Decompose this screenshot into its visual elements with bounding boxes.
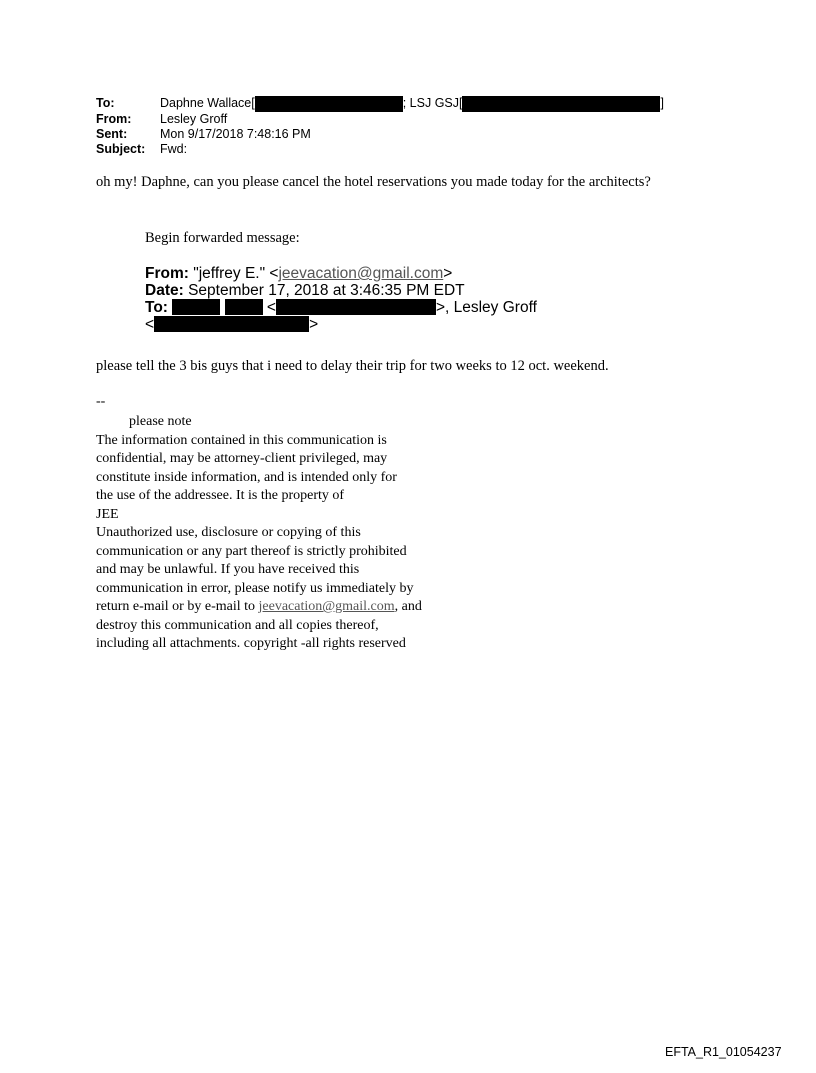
forwarded-to-gt-2: > [309, 316, 319, 333]
disclaimer-line: constitute inside information, and is intended only for [96, 469, 397, 485]
forwarded-from-row [145, 265, 537, 282]
forwarded-from-name: "jeffrey E." < [188, 265, 279, 282]
forwarded-date-value: September 17, 2018 at 3:46:35 PM EDT [183, 282, 465, 299]
redaction-box [255, 96, 403, 112]
header-from-row [96, 112, 664, 127]
forwarded-date-label: Date: [145, 282, 184, 299]
disclaimer-line: destroy this communication and all copies thereof, [96, 617, 379, 633]
disclaimer-email-line [96, 598, 422, 617]
sent-label: Sent: [96, 127, 128, 141]
forwarded-date-row [145, 282, 537, 299]
redaction-box [276, 299, 436, 315]
from-label: From: [96, 112, 132, 126]
disclaimer-note: please note [129, 414, 192, 429]
disclaimer-line: the use of the addressee. It is the property of [96, 488, 345, 503]
from-value: Lesley Groff [160, 112, 228, 126]
forwarded-to-lt-2: < [145, 316, 155, 333]
redaction-box [172, 299, 220, 315]
header-subject-row [96, 142, 664, 157]
disclaimer-line: JEE [96, 506, 119, 522]
redaction-box [225, 299, 263, 315]
redaction-box [154, 316, 309, 332]
subject-label: Subject: [96, 142, 146, 156]
disclaimer-line: Unauthorized use, disclosure or copying of this [96, 525, 361, 540]
disclaimer-line: The information contained in this communication is [96, 432, 387, 448]
email-header [96, 96, 664, 157]
disclaimer-line: confidential, may be attorney-client privileged, may [96, 451, 388, 466]
forwarded-to-row [145, 299, 537, 316]
forwarded-message-body: please tell the 3 bis guys that i need to delay their trip for two weeks to 12 oct. weekend. [96, 358, 609, 374]
forwarded-from-email-link[interactable]: jeevacation@gmail.com [278, 265, 444, 282]
disclaimer-line: and may be unlawful. If you have received this [96, 562, 360, 577]
signature-dash: -- [96, 394, 106, 409]
header-sent-row [96, 127, 664, 142]
disclaimer-line: communication or any part thereof is strictly prohibited [96, 543, 407, 559]
to-label: To: [96, 96, 115, 110]
document-id: EFTA_R1_01054237 [665, 1045, 782, 1059]
to-separator: ; LSJ GSJ[ [402, 96, 463, 110]
forwarded-to-row-2 [145, 316, 537, 333]
forwarded-from-label: From: [145, 265, 189, 282]
forwarded-header [145, 265, 537, 333]
to-close: ] [660, 96, 664, 110]
disclaimer [96, 413, 422, 654]
forwarded-from-close: > [443, 265, 453, 282]
message-line-1: oh my! Daphne, can you please cancel the hotel reservations you made today for the architects? [96, 174, 651, 190]
forwarded-to-label: To: [145, 299, 168, 316]
disclaimer-line: including all attachments. copyright -all rights reserved [96, 636, 406, 651]
header-to-row [96, 96, 664, 112]
disclaimer-line: communication in error, please notify us immediately by [96, 580, 414, 596]
sent-value: Mon 9/17/2018 7:48:16 PM [160, 127, 311, 141]
disclaimer-email-prefix: return e-mail or by e-mail to [96, 599, 259, 614]
forwarded-to-lt: < [266, 299, 276, 316]
to-recipient-1: Daphne Wallace[ [160, 96, 255, 110]
begin-forwarded-label: Begin forwarded message: [145, 230, 300, 246]
redaction-box [462, 96, 660, 112]
disclaimer-email-link[interactable]: jeevacation@gmail.com [258, 599, 395, 614]
disclaimer-email-suffix: , and [394, 599, 422, 614]
forwarded-to-after: >, Lesley Groff [435, 299, 537, 316]
subject-value: Fwd: [160, 142, 188, 156]
